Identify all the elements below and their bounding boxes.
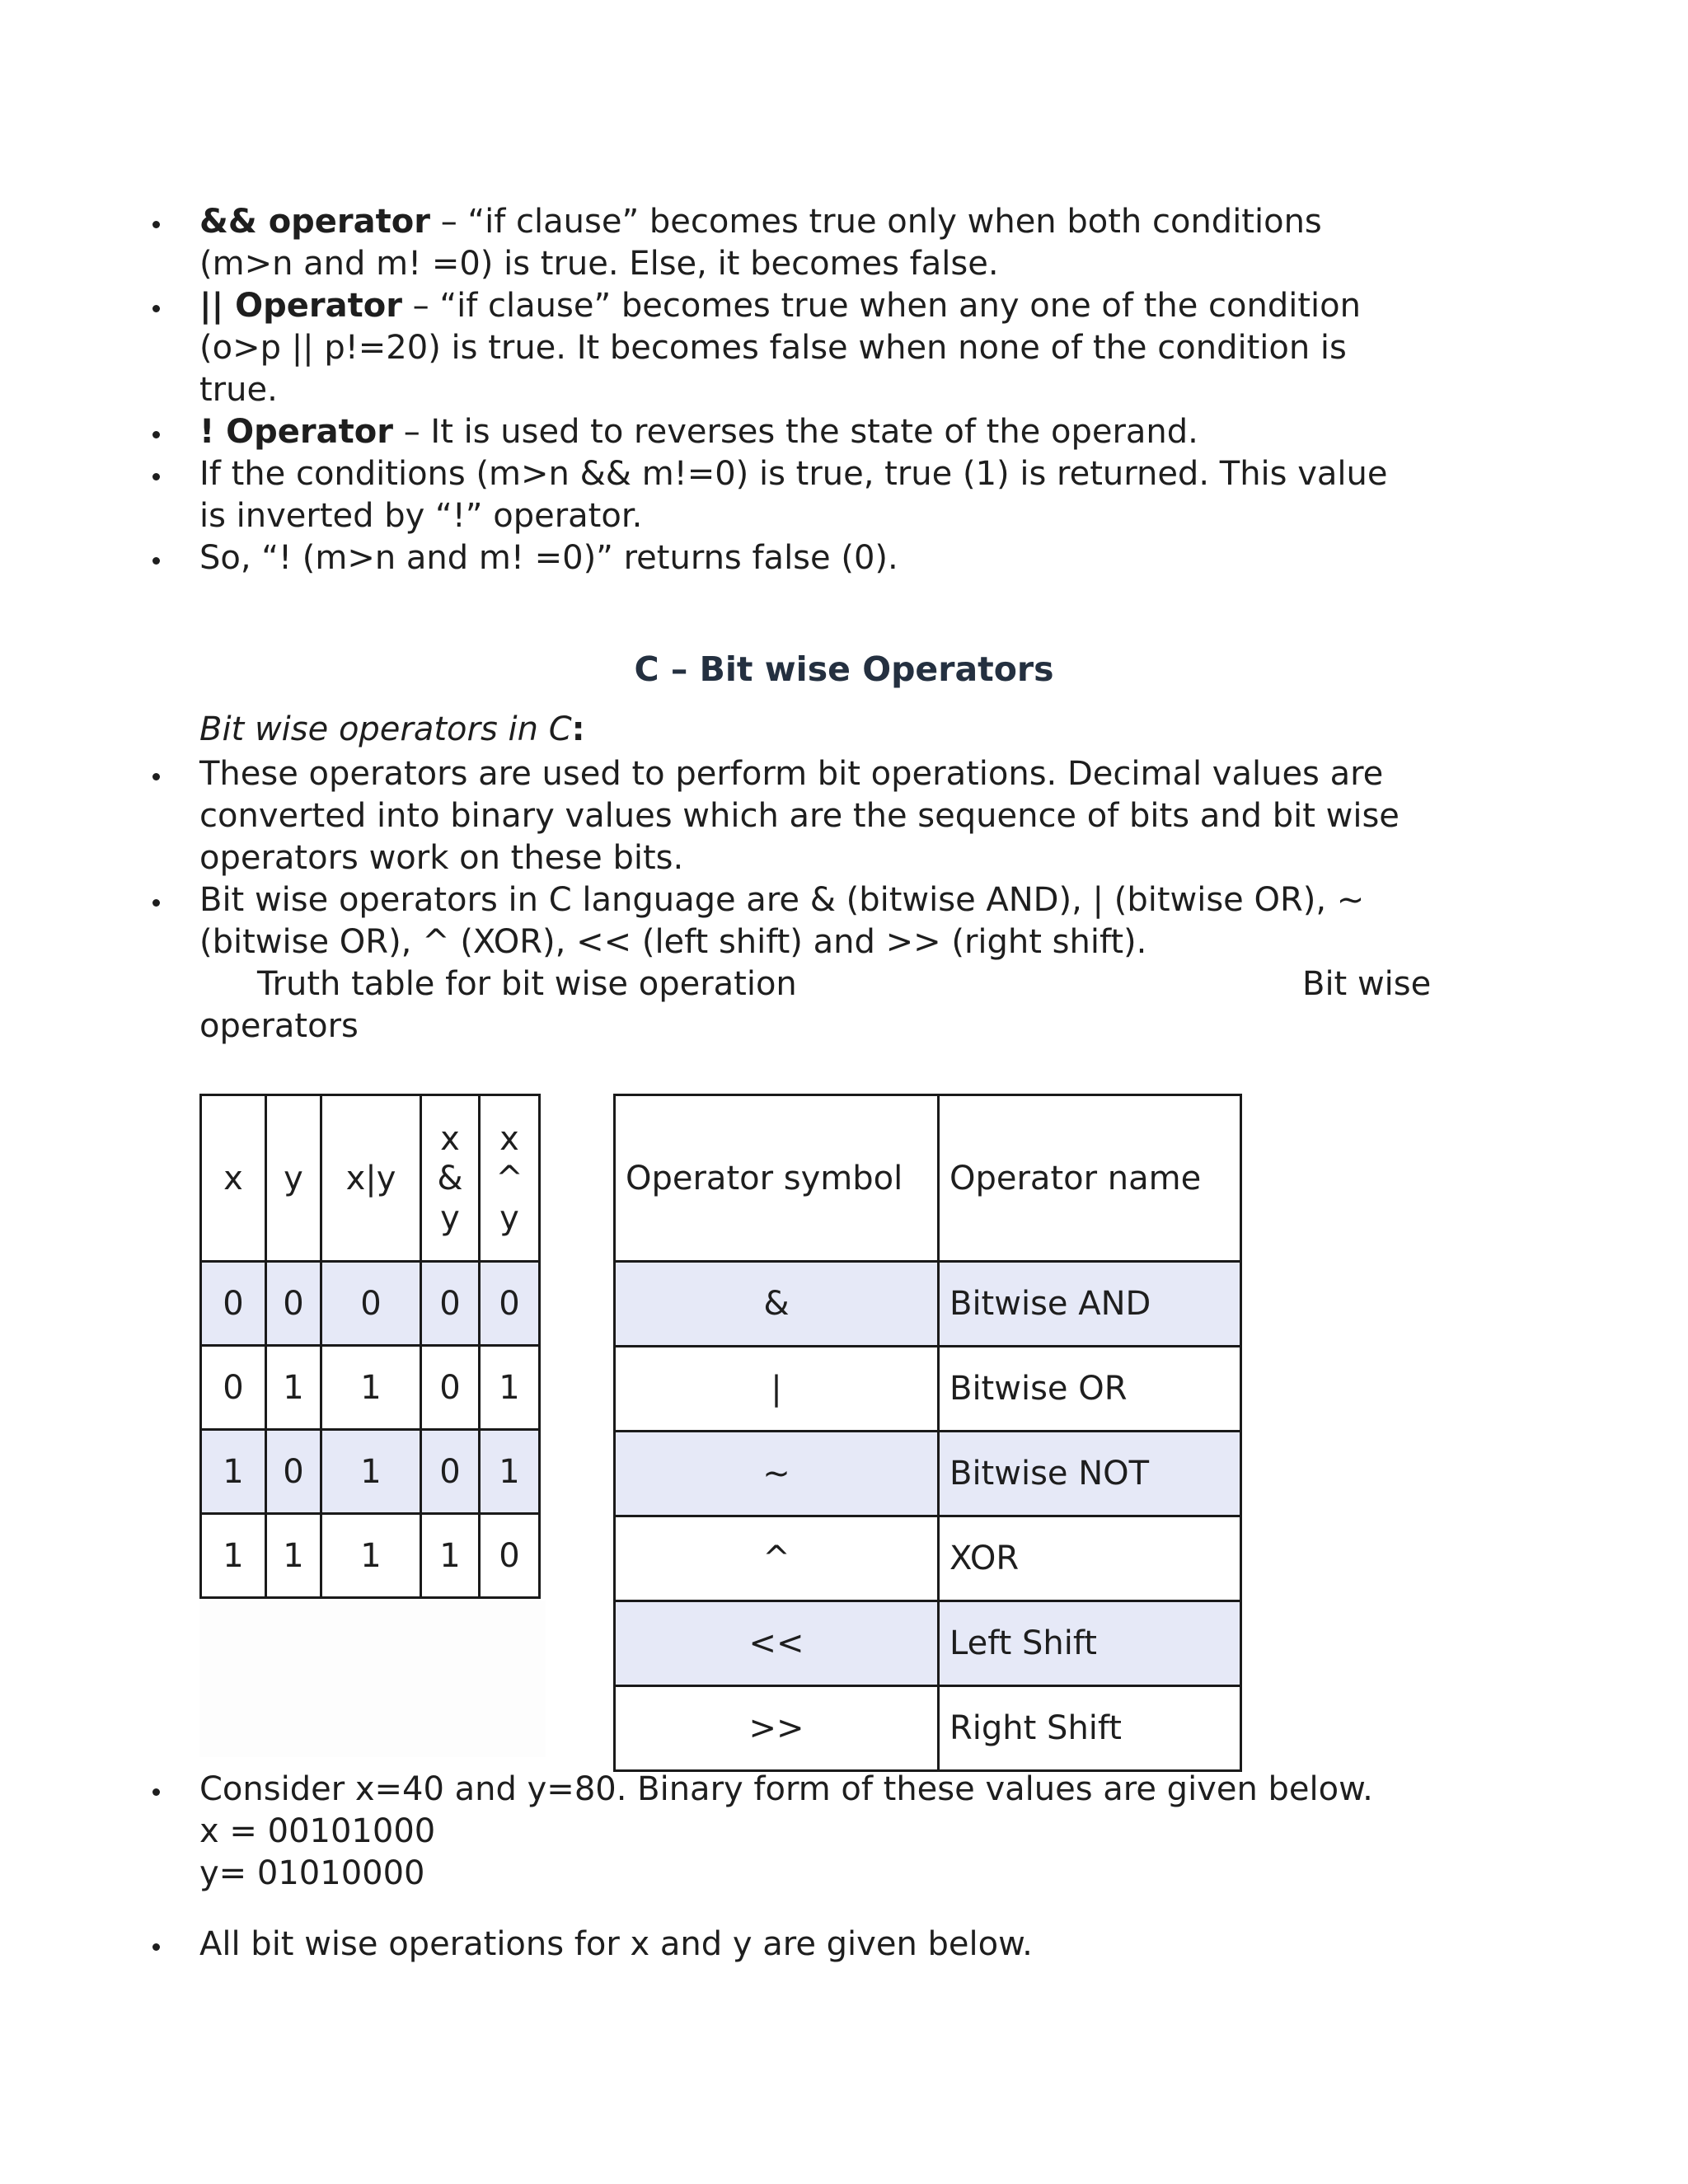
table-cell: 0: [321, 1262, 421, 1346]
operators-table-caption-wrap: operators: [199, 1007, 359, 1045]
header-cell: Operator symbol: [615, 1095, 939, 1262]
table-cell: 0: [201, 1262, 266, 1346]
table-cell: 1: [201, 1430, 266, 1514]
table-cell: 0: [421, 1262, 480, 1346]
list-item: [147, 201, 1408, 285]
table-cell: 1: [480, 1346, 540, 1430]
list-item: All bit wise operations for x and y are given below.: [147, 1924, 1408, 1966]
closing-list: [147, 1924, 1408, 1966]
table-cell: 0: [480, 1514, 540, 1598]
operator-symbol: >>: [615, 1686, 939, 1771]
operator-name: Left Shift: [939, 1601, 1241, 1686]
table-cell: 1: [266, 1514, 321, 1598]
operator-symbol: ~: [615, 1432, 939, 1516]
operator-symbol: |: [615, 1347, 939, 1432]
table-cell: 1: [480, 1430, 540, 1514]
description: – “if clause” becomes true only when both conditions (m>n and m! =0) is true. Else, it becomes false.: [199, 203, 1322, 283]
table-cell: 1: [266, 1346, 321, 1430]
table-row: [615, 1601, 1241, 1686]
operator-name: XOR: [939, 1516, 1241, 1601]
header-cell: x: [201, 1095, 266, 1262]
table-row: [201, 1430, 540, 1514]
operator-name: Right Shift: [939, 1686, 1241, 1771]
operators-table-caption: Bit wise: [1302, 965, 1432, 1003]
description: If the conditions (m>n && m!=0) is true, true (1) is returned. This value is inverted by “!” operator.: [199, 455, 1388, 535]
binary-x: x = 00101000: [199, 1812, 436, 1850]
operator-symbol: ^: [615, 1516, 939, 1601]
description: – It is used to reverses the state of the operand.: [392, 413, 1198, 451]
list-item: [147, 537, 1408, 579]
list-item: Bit wise operators in C language are & (bitwise AND), | (bitwise OR), ~ (bitwise OR), ^ (XOR), << (left shift) and >> (right shift).: [147, 879, 1408, 963]
header-cell: x|y: [321, 1095, 421, 1262]
table-row: [615, 1432, 1241, 1516]
table-cell: 0: [421, 1430, 480, 1514]
term-and-operator: && operator: [199, 203, 430, 241]
table-cell: 1: [321, 1346, 421, 1430]
operator-name: Bitwise NOT: [939, 1432, 1241, 1516]
term-or-operator: || Operator: [199, 287, 402, 325]
list-item: [147, 411, 1408, 453]
table-cell: 1: [321, 1430, 421, 1514]
operator-symbol: <<: [615, 1601, 939, 1686]
table-shadow: [199, 1601, 546, 1757]
example-list: [147, 1769, 1408, 1811]
operator-table: [613, 1094, 1242, 1772]
subheading-text: Bit wise operators in C: [199, 710, 572, 748]
operator-name: Bitwise OR: [939, 1347, 1241, 1432]
table-row: [615, 1516, 1241, 1601]
truth-table-caption: Truth table for bit wise operation: [257, 965, 797, 1003]
section-heading: C – Bit wise Operators: [634, 649, 1054, 689]
header-cell: x ^ y: [480, 1095, 540, 1262]
list-item: These operators are used to perform bit operations. Decimal values are converted into binary values which are the sequence of bits and bit wise operators work on these bits.: [147, 753, 1408, 879]
header-cell: y: [266, 1095, 321, 1262]
binary-y: y= 01010000: [199, 1854, 425, 1892]
bitwise-intro-list: [147, 753, 1408, 963]
term-not-operator: ! Operator: [199, 413, 393, 451]
table-cell: 0: [201, 1346, 266, 1430]
table-cell: 1: [201, 1514, 266, 1598]
logical-operator-list: [147, 201, 1408, 579]
table-row: [615, 1347, 1241, 1432]
header-cell: x & y: [421, 1095, 480, 1262]
operator-symbol: &: [615, 1262, 939, 1347]
table-header-row: [615, 1095, 1241, 1262]
list-item: [147, 453, 1408, 537]
table-row: [615, 1262, 1241, 1347]
subheading: [199, 705, 585, 754]
subheading-colon: :: [571, 710, 585, 748]
truth-table: [199, 1094, 541, 1599]
table-row: [201, 1346, 540, 1430]
table-cell: 0: [266, 1430, 321, 1514]
table-cell: 1: [321, 1514, 421, 1598]
operator-name: Bitwise AND: [939, 1262, 1241, 1347]
table-row: [201, 1514, 540, 1598]
description: – “if clause” becomes true when any one of the condition (o>p || p!=20) is true. It becomes false when none of the condition is true.: [199, 287, 1361, 409]
list-item: Consider x=40 and y=80. Binary form of these values are given below.: [147, 1769, 1408, 1811]
table-cell: 0: [266, 1262, 321, 1346]
table-cell: 1: [421, 1514, 480, 1598]
table-row: [201, 1262, 540, 1346]
header-cell: Operator name: [939, 1095, 1241, 1262]
description: So, “! (m>n and m! =0)” returns false (0).: [199, 539, 898, 577]
table-row: [615, 1686, 1241, 1771]
table-cell: 0: [421, 1346, 480, 1430]
table-cell: 0: [480, 1262, 540, 1346]
list-item: [147, 285, 1408, 411]
table-header-row: [201, 1095, 540, 1262]
